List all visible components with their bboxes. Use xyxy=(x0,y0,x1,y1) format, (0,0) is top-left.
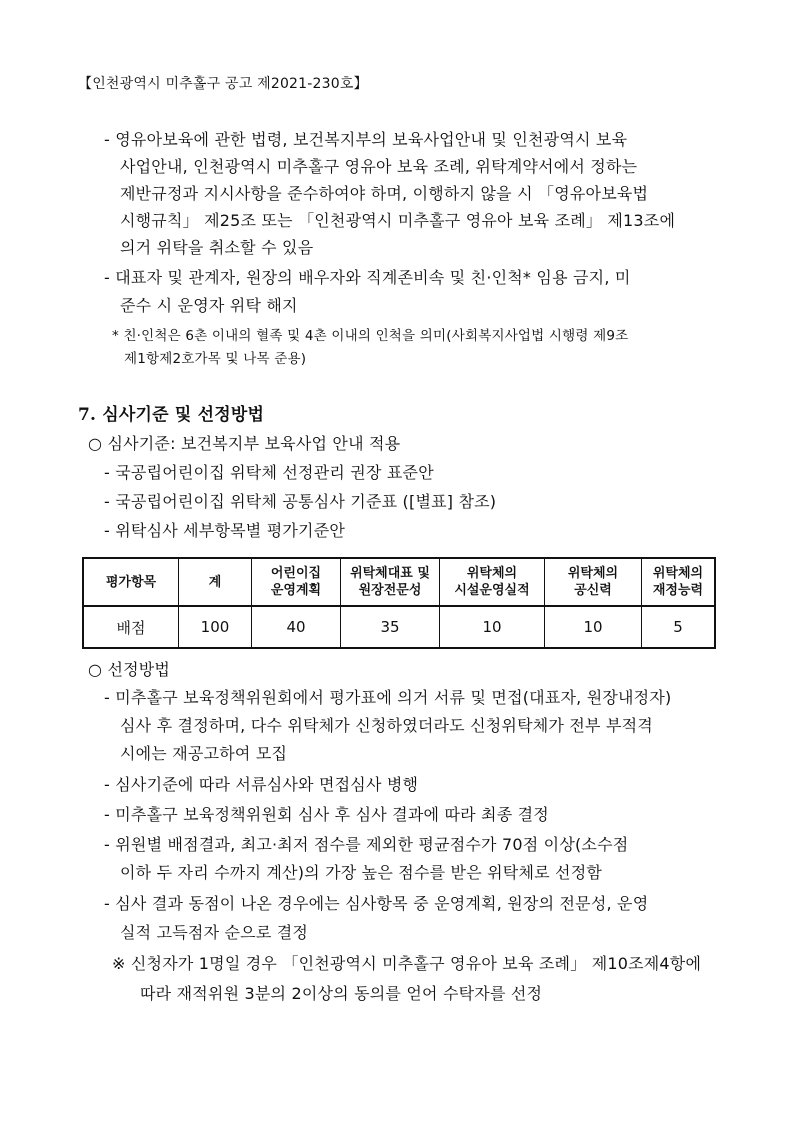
intro-line: 사업안내, 인천광역시 미추홀구 영유아 보육 조례, 위탁계약서에서 정하는 xyxy=(120,157,638,176)
method-line: 시에는 재공고하여 모집 xyxy=(120,744,288,763)
table-header-cell: 위탁체의 재정능력 xyxy=(642,558,716,606)
table-header-row xyxy=(83,558,715,606)
intro-line: 제반규정과 지시사항을 준수하여야 하며, 이행하지 않을 시 「영유아보육법 xyxy=(120,184,649,203)
table-header-cell: 위탁체의 시설운영실적 xyxy=(440,558,545,606)
method-heading: ○ 선정방법 xyxy=(88,660,171,679)
table-header-cell: 어린이집 운영계획 xyxy=(252,558,341,606)
method-line: - 미추홀구 보육정책위원회에서 평가표에 의거 서류 및 면접(대표자, 원장내정자) xyxy=(104,688,672,707)
table-header-cell: 계 xyxy=(179,558,252,606)
table-cell: 10 xyxy=(545,606,642,648)
table-cell: 35 xyxy=(341,606,440,648)
section-title: 7. 심사기준 및 선정방법 xyxy=(78,405,265,425)
table-header-cell: 위탁체의 공신력 xyxy=(545,558,642,606)
intro-line: 준수 시 운영자 위탁 해지 xyxy=(120,296,298,315)
intro-line: - 영유아보육에 관한 법령, 보건복지부의 보육사업안내 및 인천광역시 보육 xyxy=(104,130,628,149)
method-line: - 위원별 배점결과, 최고·최저 점수를 제외한 평균점수가 70점 이상(소수점 xyxy=(104,835,629,854)
intro-line: - 대표자 및 관계자, 원장의 배우자와 직계존비속 및 친·인척* 임용 금지, 미 xyxy=(104,268,631,287)
method-line: 실적 고득점자 순으로 결정 xyxy=(120,923,309,942)
table-header-cell: 평가항목 xyxy=(83,558,179,606)
criteria-item: - 국공립어린이집 위탁체 공통심사 기준표 ([별표] 참조) xyxy=(104,492,497,511)
criteria-item: - 국공립어린이집 위탁체 선정관리 권장 표준안 xyxy=(104,463,434,482)
table-cell: 100 xyxy=(179,606,252,648)
note-line: ※ 신청자가 1명일 경우 「인천광역시 미추홀구 영유아 보육 조례」 제10조제4항에 xyxy=(112,954,702,973)
method-line: - 심사기준에 따라 서류심사와 면접심사 병행 xyxy=(104,775,419,794)
table-cell: 배점 xyxy=(83,606,179,648)
criteria-item: - 위탁심사 세부항목별 평가기준안 xyxy=(104,521,346,540)
table-cell: 40 xyxy=(252,606,341,648)
method-line: 이하 두 자리 수까지 계산)의 가장 높은 점수를 받은 위탁체로 선정함 xyxy=(120,863,603,882)
table-header-cell: 위탁체대표 및 원장전문성 xyxy=(341,558,440,606)
criteria-heading: ○ 심사기준: 보건복지부 보육사업 안내 적용 xyxy=(88,434,401,453)
intro-line: 시행규칙」 제25조 또는 「인천광역시 미추홀구 영유아 보육 조례」 제13조에 xyxy=(120,211,676,230)
table-cell: 5 xyxy=(642,606,716,648)
method-line: - 미추홀구 보육정책위원회 심사 후 심사 결과에 따라 최종 결정 xyxy=(104,805,549,824)
intro-line: 의거 위탁을 취소할 수 있음 xyxy=(120,238,314,257)
evaluation-score-table xyxy=(82,557,716,649)
footnote-line: * 친·인척은 6촌 이내의 혈족 및 4촌 이내의 인척을 의미(사회복지사업법 시행령 제9조 xyxy=(112,328,629,344)
notice-number-header: 【인천광역시 미추홀구 공고 제2021-230호】 xyxy=(78,76,368,92)
table-cell: 10 xyxy=(440,606,545,648)
table-row xyxy=(83,606,715,648)
note-line: 따라 재적위원 3분의 2이상의 동의를 얻어 수탁자를 선정 xyxy=(140,984,543,1003)
method-line: 심사 후 결정하며, 다수 위탁체가 신청하였더라도 신청위탁체가 전부 부적격 xyxy=(120,716,653,735)
method-line: - 심사 결과 동점이 나온 경우에는 심사항목 중 운영계획, 원장의 전문성, 운영 xyxy=(104,894,649,913)
footnote-line: 제1항제2호가목 및 나목 준용) xyxy=(124,351,307,367)
